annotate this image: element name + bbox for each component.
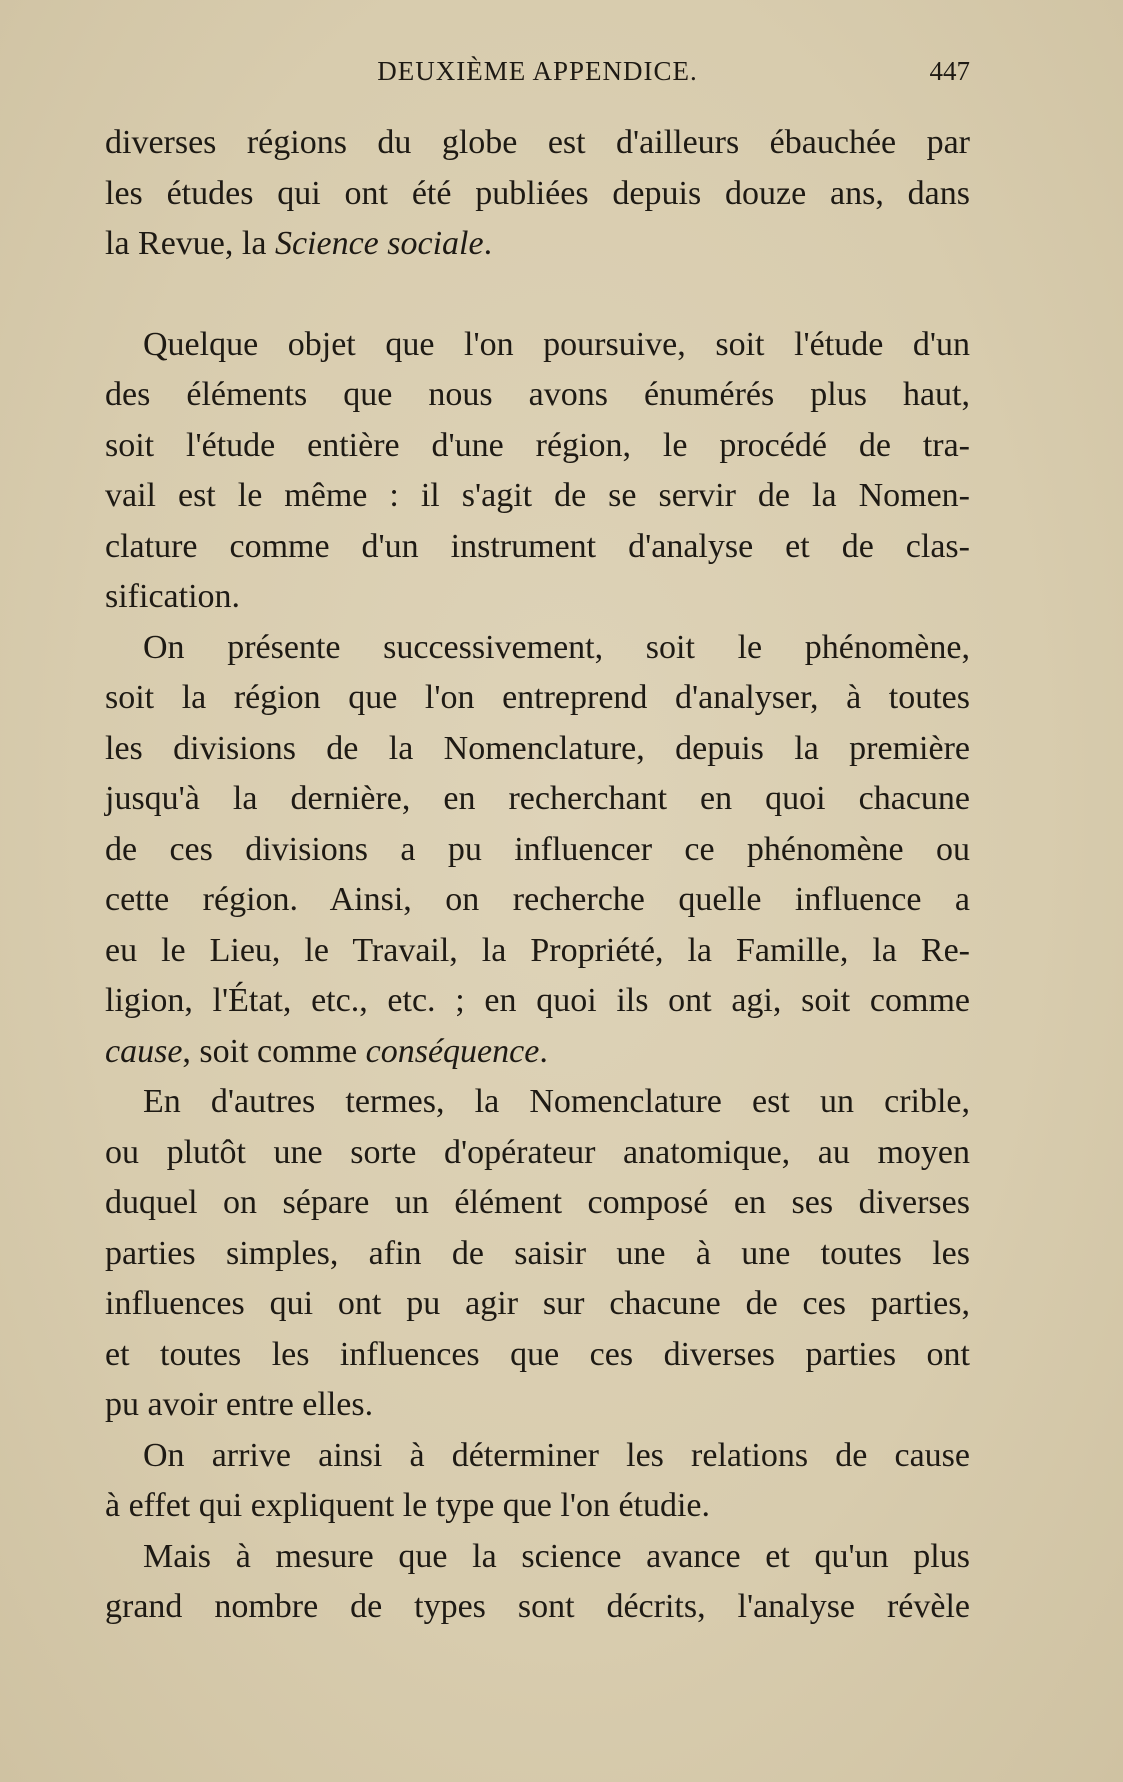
- text-segment: , soit comme: [182, 1032, 366, 1070]
- running-title: DEUXIÈME APPENDICE.: [377, 56, 698, 86]
- text-line: les divisions de la Nomenclature, depuis la première: [105, 729, 970, 767]
- text-line: à effet qui expliquent le type que l'on étudie.: [105, 1487, 711, 1524]
- text-line: clature comme d'un instrument d'analyse et de clas-: [105, 527, 970, 565]
- text-line: les études qui ont été publiées depuis douze ans, dans: [105, 174, 970, 212]
- text-line: duquel on sépare un élément composé en ses diverses: [105, 1184, 970, 1221]
- paragraph-5: [105, 1431, 970, 1532]
- body-text: [105, 118, 970, 1633]
- italic-word: conséquence: [365, 1032, 540, 1070]
- text-line: de ces divisions a pu influencer ce phénomène ou: [105, 830, 970, 868]
- running-head: [105, 52, 970, 92]
- paragraph-6: [105, 1532, 970, 1633]
- text-line: et toutes les influences que ces diverses parties ont: [105, 1335, 970, 1373]
- text-line: soit la région que l'on entreprend d'analyser, à toutes: [105, 679, 970, 716]
- paragraph-2: [105, 320, 970, 623]
- text-line: On arrive ainsi à déterminer les relations de cause: [143, 1436, 970, 1474]
- paragraph-3: [105, 623, 970, 1078]
- text-segment: la Revue, la: [105, 225, 275, 262]
- text-line: eu le Lieu, le Travail, la Propriété, la Famille, la Re-: [105, 931, 970, 969]
- text-line: En d'autres termes, la Nomenclature est un crible,: [143, 1083, 970, 1120]
- text-line: cette région. Ainsi, on recherche quelle influence a: [105, 881, 970, 918]
- text-segment: .: [539, 1032, 548, 1070]
- italic-word: cause: [105, 1032, 183, 1070]
- text-line: diverses régions du globe est d'ailleurs ébauchée par: [105, 124, 970, 161]
- text-line: influences qui ont pu agir sur chacune de ces parties,: [105, 1285, 970, 1322]
- text-line: [105, 1027, 970, 1078]
- text-line: jusqu'à la dernière, en recherchant en quoi chacune: [105, 780, 970, 817]
- text-line: des éléments que nous avons énumérés plus haut,: [105, 376, 970, 413]
- paragraph-gap: [105, 270, 970, 320]
- text-line: parties simples, afin de saisir une à une toutes les: [105, 1234, 970, 1272]
- text-line: ligion, l'État, etc., etc. ; en quoi ils ont agi, soit comme: [105, 982, 970, 1019]
- page-number: 447: [929, 56, 970, 86]
- paragraph-1: [105, 118, 970, 270]
- text-line: On présente successivement, soit le phénomène,: [143, 628, 970, 666]
- text-line: sification.: [105, 578, 241, 615]
- text-line: soit l'étude entière d'une région, le procédé de tra-: [105, 426, 970, 464]
- text-line: ou plutôt une sorte d'opérateur anatomique, au moyen: [105, 1133, 970, 1171]
- paragraph-4: [105, 1077, 970, 1431]
- text-line: pu avoir entre elles.: [105, 1386, 374, 1423]
- text-line: Quelque objet que l'on poursuive, soit l'étude d'un: [143, 325, 970, 363]
- text-line: grand nombre de types sont décrits, l'analyse révèle: [105, 1588, 970, 1625]
- text-line: Mais à mesure que la science avance et qu'un plus: [143, 1537, 970, 1575]
- text-line: vail est le même : il s'agit de se servir de la Nomen-: [105, 477, 970, 514]
- italic-title: Science sociale: [274, 225, 484, 262]
- text-line: [105, 219, 970, 270]
- text-segment: .: [483, 225, 493, 262]
